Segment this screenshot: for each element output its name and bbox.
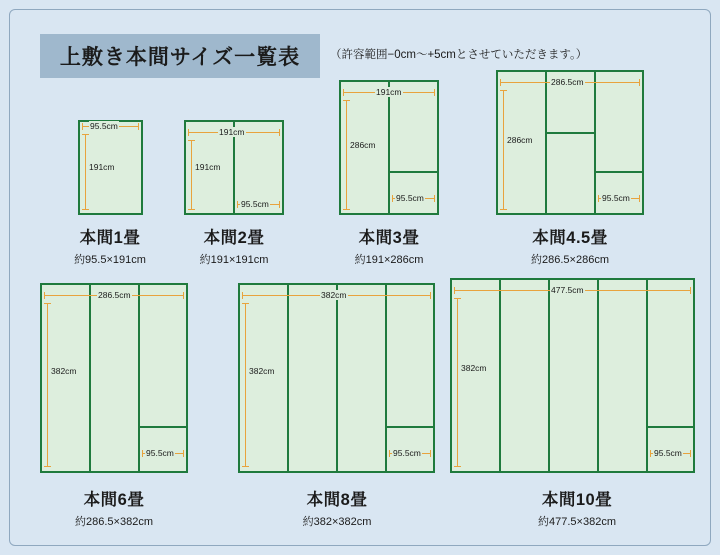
label-width: 191cm xyxy=(376,87,402,97)
mat-divider xyxy=(646,426,695,428)
dimension-tick xyxy=(389,450,390,457)
mat-divider xyxy=(597,278,599,473)
dimension-tick xyxy=(82,123,83,130)
dimension-tick xyxy=(343,89,344,96)
caption-size: 約191×191cm xyxy=(199,254,269,266)
mat-divider xyxy=(545,70,547,215)
label-width: 382cm xyxy=(321,290,347,300)
caption-name: 本間2畳 xyxy=(203,229,265,247)
label-sub: 95.5cm xyxy=(396,193,424,203)
dimension-line-height xyxy=(457,298,458,467)
caption-size: 約382×382cm xyxy=(302,516,372,528)
dimension-tick xyxy=(44,292,45,299)
mat-divider xyxy=(594,70,596,215)
label-height: 382cm xyxy=(249,366,275,376)
dimension-tick xyxy=(82,209,89,210)
caption-name: 本間4.5畳 xyxy=(532,229,608,247)
diagram-honma-2jo xyxy=(184,120,284,215)
label-width: 286.5cm xyxy=(98,290,131,300)
caption-name: 本間8畳 xyxy=(306,491,368,509)
mat-divider xyxy=(89,283,91,473)
dimension-tick xyxy=(454,287,455,294)
dimension-tick xyxy=(392,195,393,202)
caption-name: 本間6畳 xyxy=(83,491,145,509)
dimension-tick xyxy=(500,79,501,86)
dimension-tick xyxy=(430,292,431,299)
label-height: 191cm xyxy=(89,162,115,172)
dimension-tick xyxy=(183,292,184,299)
dimension-tick xyxy=(343,100,350,101)
dimension-tick xyxy=(650,450,651,457)
mat-divider xyxy=(138,283,140,473)
dimension-tick xyxy=(454,298,461,299)
label-height: 382cm xyxy=(461,363,487,373)
dimension-tick xyxy=(242,466,249,467)
dimension-tick xyxy=(44,466,51,467)
dimension-tick xyxy=(183,450,184,457)
dimension-tick xyxy=(188,129,189,136)
dimension-line-height xyxy=(346,100,347,210)
label-height: 191cm xyxy=(195,162,221,172)
mat-divider xyxy=(646,278,648,473)
dimension-tick xyxy=(434,195,435,202)
label-height: 382cm xyxy=(51,366,77,376)
dimension-tick xyxy=(44,303,51,304)
caption-size: 約95.5×191cm xyxy=(74,254,146,266)
caption-honma-1jo xyxy=(50,224,170,267)
dimension-tick xyxy=(279,201,280,208)
dimension-tick xyxy=(188,140,195,141)
caption-honma-3jo xyxy=(329,224,449,267)
caption-size: 約286.5×382cm xyxy=(75,516,153,528)
label-sub: 95.5cm xyxy=(241,199,269,209)
tolerance-note: （許容範囲−0cm〜+5cmとさせていただきます。） xyxy=(330,49,588,61)
dimension-tick xyxy=(639,79,640,86)
caption-honma-6jo xyxy=(54,486,174,529)
dimension-tick xyxy=(142,450,143,457)
dimension-tick xyxy=(138,123,139,130)
dimension-tick xyxy=(454,466,461,467)
diagram-honma-1jo xyxy=(78,120,143,215)
caption-name: 本間3畳 xyxy=(358,229,420,247)
diagram-honma-10jo xyxy=(450,278,695,473)
mat-divider xyxy=(594,171,644,173)
dimension-tick xyxy=(242,292,243,299)
label-width: 95.5cm xyxy=(90,121,118,131)
diagram-honma-45jo xyxy=(496,70,644,215)
diagram-honma-8jo xyxy=(238,283,435,473)
dimension-tick xyxy=(242,303,249,304)
label-sub: 95.5cm xyxy=(602,193,630,203)
dimension-tick xyxy=(500,209,507,210)
caption-honma-45jo xyxy=(510,224,630,267)
mat-divider xyxy=(336,283,338,473)
page-title xyxy=(40,34,320,78)
dimension-tick xyxy=(279,129,280,136)
dimension-line-height xyxy=(85,134,86,210)
dimension-tick xyxy=(639,195,640,202)
label-height: 286cm xyxy=(350,140,376,150)
mat-area xyxy=(450,278,695,473)
mat-divider xyxy=(499,278,501,473)
mat-divider xyxy=(548,278,550,473)
mat-divider xyxy=(385,283,387,473)
dimension-tick xyxy=(434,89,435,96)
dimension-line-height xyxy=(191,140,192,210)
mat-divider xyxy=(545,132,594,134)
page-title-text: 上敷き本間サイズ一覧表 xyxy=(59,46,301,69)
label-width: 477.5cm xyxy=(551,285,584,295)
dimension-tick xyxy=(500,90,507,91)
caption-honma-10jo xyxy=(512,486,642,529)
mat-divider xyxy=(388,171,439,173)
label-sub: 95.5cm xyxy=(654,448,682,458)
caption-size: 約191×286cm xyxy=(354,254,424,266)
caption-name: 本間10畳 xyxy=(541,491,613,509)
caption-honma-2jo xyxy=(174,224,294,267)
mat-divider xyxy=(287,283,289,473)
dimension-tick xyxy=(343,209,350,210)
caption-honma-8jo xyxy=(277,486,397,529)
diagram-honma-3jo xyxy=(339,80,439,215)
mat-area xyxy=(40,283,188,473)
mat-divider xyxy=(388,80,390,215)
mat-divider xyxy=(385,426,435,428)
caption-size: 約477.5×382cm xyxy=(538,516,616,528)
caption-name: 本間1畳 xyxy=(79,229,141,247)
diagram-honma-6jo xyxy=(40,283,188,473)
label-height: 286cm xyxy=(507,135,533,145)
label-width: 286.5cm xyxy=(551,77,584,87)
mat-divider xyxy=(138,426,188,428)
dimension-tick xyxy=(188,209,195,210)
dimension-line-height xyxy=(47,303,48,467)
dimension-tick xyxy=(82,134,89,135)
label-sub: 95.5cm xyxy=(146,448,174,458)
label-sub: 95.5cm xyxy=(393,448,421,458)
label-width: 191cm xyxy=(219,127,245,137)
dimension-line-height xyxy=(245,303,246,467)
dimension-line-height xyxy=(503,90,504,210)
caption-size: 約286.5×286cm xyxy=(531,254,609,266)
dimension-tick xyxy=(690,287,691,294)
dimension-tick xyxy=(690,450,691,457)
dimension-tick xyxy=(430,450,431,457)
dimension-tick xyxy=(598,195,599,202)
dimension-tick xyxy=(237,201,238,208)
